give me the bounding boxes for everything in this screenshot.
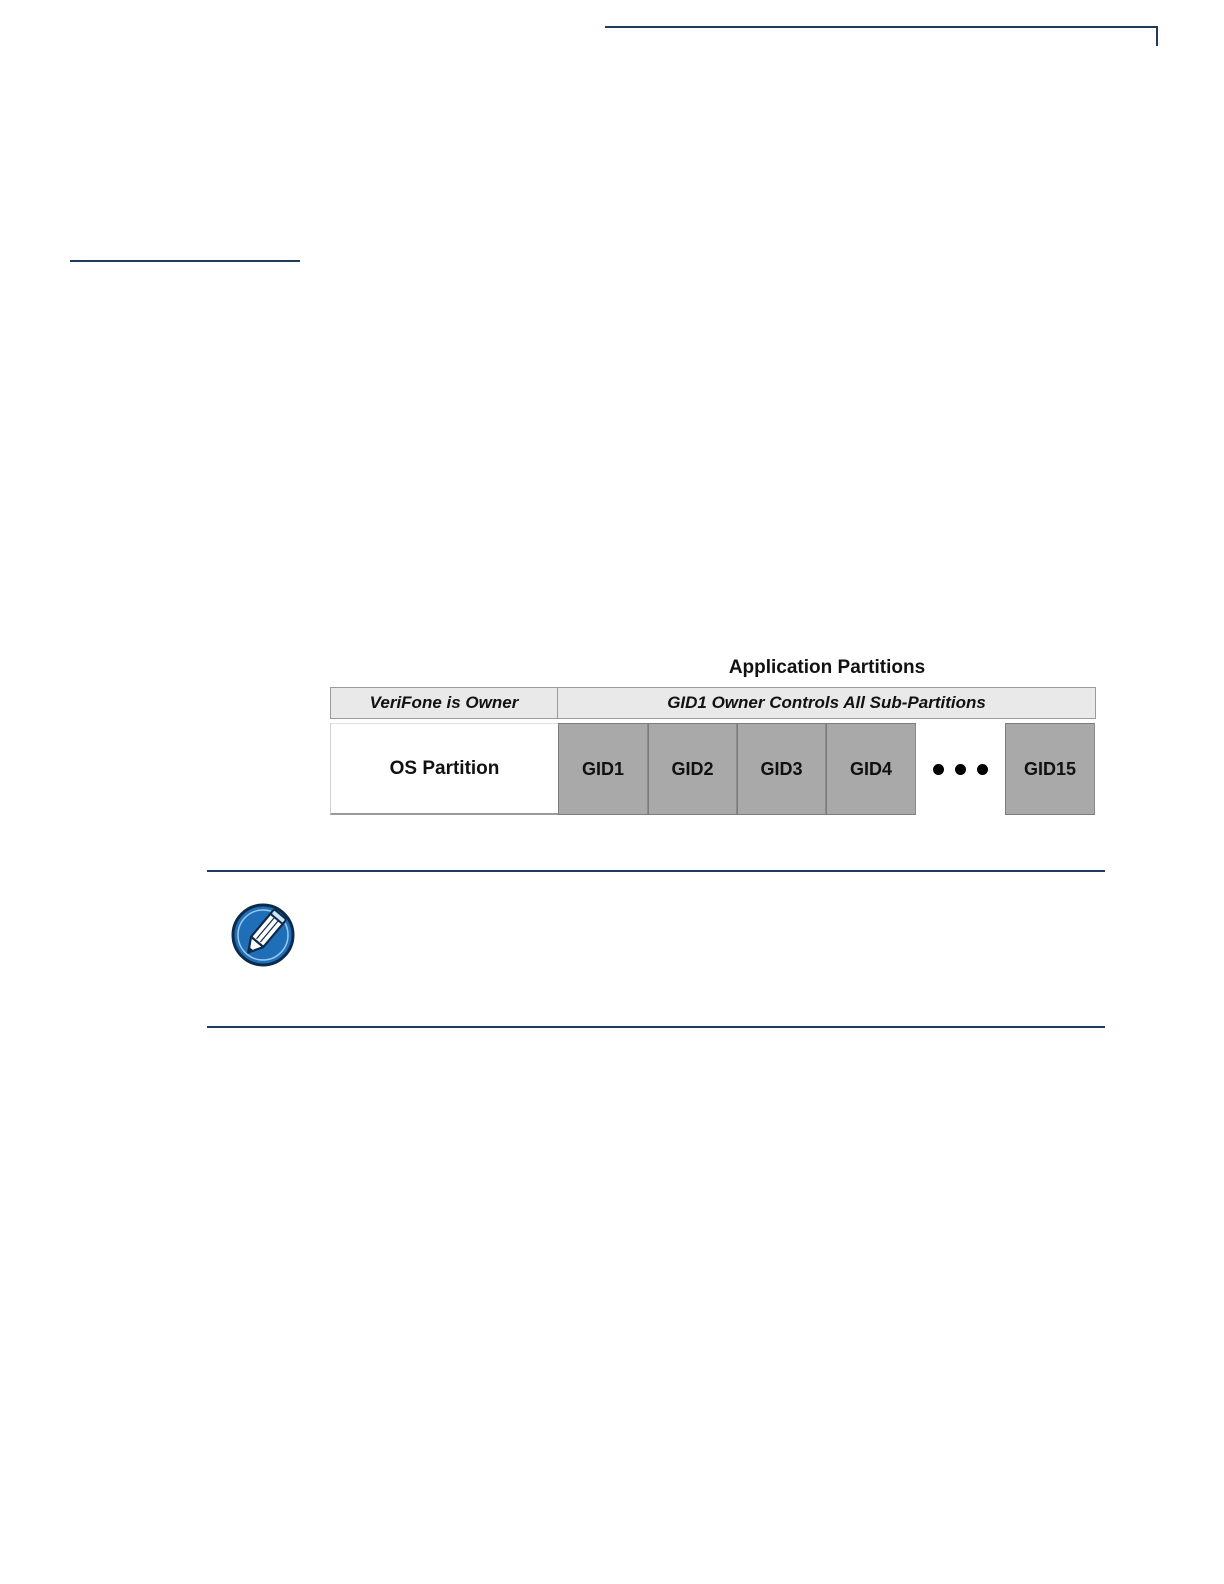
note-bottom-rule xyxy=(207,1026,1105,1028)
page-header-tick xyxy=(1156,26,1158,46)
dot-icon xyxy=(933,764,944,775)
gid-partition-2: GID2 xyxy=(648,723,737,815)
partition-row xyxy=(330,723,1096,815)
dot-icon xyxy=(955,764,966,775)
os-partition-cell: OS Partition xyxy=(330,723,558,815)
pencil-note-icon xyxy=(230,902,296,968)
gid-partition-3: GID3 xyxy=(737,723,826,815)
page-header-rule xyxy=(605,26,1158,28)
owner-row xyxy=(330,687,1096,719)
note-top-rule xyxy=(207,870,1105,872)
gid-partition-4: GID4 xyxy=(826,723,916,815)
owner-app-cell: GID1 Owner Controls All Sub-Partitions xyxy=(558,687,1096,719)
partition-figure xyxy=(330,655,1096,817)
owner-os-cell: VeriFone is Owner xyxy=(330,687,558,719)
dot-icon xyxy=(977,764,988,775)
gid-partition-15: GID15 xyxy=(1005,723,1095,815)
ellipsis-dots xyxy=(916,723,1005,815)
gid-partition-1: GID1 xyxy=(558,723,648,815)
figure-title: Application Partitions xyxy=(728,657,926,678)
section-rule xyxy=(70,260,300,262)
